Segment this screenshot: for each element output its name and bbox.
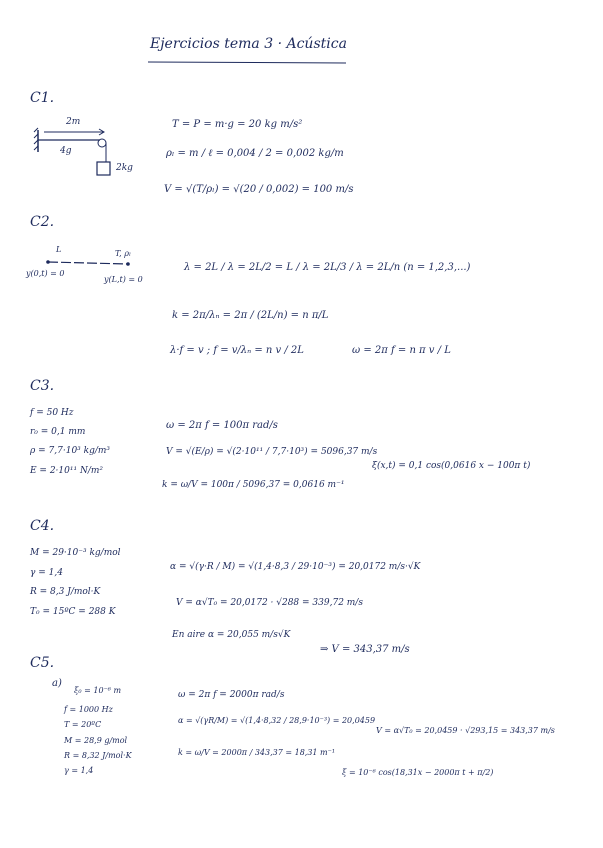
c4-data-gamma: γ = 1,4 xyxy=(30,568,63,578)
c3-equation-wavenumber: k = ω/V = 100π / 5096,37 = 0,0616 m⁻¹ xyxy=(162,480,345,490)
c3-equation-wave-function: ξ(x,t) = 0,1 cos(0,0616 x − 100π t) xyxy=(372,461,531,471)
section-c4-label: C4. xyxy=(30,518,55,534)
c4-equation-air-alpha: En aire α = 20,055 m/s√K xyxy=(172,630,291,640)
section-c5-label: C5. xyxy=(30,655,55,671)
c4-equation-velocity: V = α√T₀ = 20,0172 · √288 = 339,72 m/s xyxy=(176,598,363,608)
c5-equation-wavenumber: k = ω/V = 2000π / 343,37 = 18,31 m⁻¹ xyxy=(178,748,336,757)
c2-length-label: L xyxy=(56,245,62,254)
c2-left-boundary: y(0,t) = 0 xyxy=(26,269,65,278)
section-c1-label: C1. xyxy=(30,90,55,106)
section-c3-label: C3. xyxy=(30,378,55,394)
c2-tension-label: T, ρₗ xyxy=(115,249,131,258)
c5-equation-velocity: V = α√T₀ = 20,0459 · √293,15 = 343,37 m/s xyxy=(376,726,555,735)
c2-equation-wavenumber: k = 2π/λₙ = 2π / (2L/n) = n π/L xyxy=(172,310,329,321)
section-c2-label: C2. xyxy=(30,214,55,230)
c1-equation-tension: T = P = m·g = 20 kg m/s² xyxy=(172,119,303,130)
c5-equation-alpha: α = √(γR/M) = √(1,4·8,32 / 28,9·10⁻³) = 20,0459 xyxy=(178,716,376,725)
c1-mass-label: 2kg xyxy=(116,163,133,173)
c2-equation-wavelength: λ = 2L / λ = 2L/2 = L / λ = 2L/3 / λ = 2L/n (n = 1,2,3,...) xyxy=(184,262,471,273)
c3-data-frequency: f = 50 Hz xyxy=(30,408,74,418)
c5-part-a-label: a) xyxy=(52,678,62,689)
c5-data-amplitude: ξ₀ = 10⁻⁶ m xyxy=(74,686,122,695)
c4-equation-alpha: α = √(γ·R / M) = √(1,4·8,3 / 29·10⁻³) = 20,0172 m/s·√K xyxy=(170,562,421,572)
c2-equation-frequency: λ·f = v ; f = v/λₙ = n v / 2L xyxy=(170,345,304,356)
c1-equation-density: ρₗ = m / ℓ = 0,004 / 2 = 0,002 kg/m xyxy=(166,148,344,159)
c1-length-label: 2m xyxy=(66,117,81,127)
c4-data-gas-constant: R = 8,3 J/mol·K xyxy=(30,587,101,597)
c4-data-temperature: T₀ = 15ºC = 288 K xyxy=(30,607,116,617)
c5-data-frequency: f = 1000 Hz xyxy=(64,705,113,714)
c2-right-boundary: y(L,t) = 0 xyxy=(104,275,143,284)
c3-data-density: ρ = 7,7·10³ kg/m³ xyxy=(30,446,111,456)
c5-data-molar-mass: M = 28,9 g/mol xyxy=(64,736,128,745)
c3-equation-omega: ω = 2π f = 100π rad/s xyxy=(166,420,278,431)
c1-g-label: 4g xyxy=(60,146,72,156)
c5-data-gamma: γ = 1,4 xyxy=(64,766,94,775)
c4-data-molar-mass: M = 29·10⁻³ kg/mol xyxy=(30,548,121,558)
c3-data-young-modulus: E = 2·10¹¹ N/m² xyxy=(30,466,103,476)
c5-data-gas-constant: R = 8,32 J/mol·K xyxy=(64,751,132,760)
c4-equation-air-velocity: ⇒ V = 343,37 m/s xyxy=(320,644,410,655)
page-title: Ejercicios tema 3 · Acústica xyxy=(150,36,347,52)
c1-equation-velocity: V = √(T/ρₗ) = √(20 / 0,002) = 100 m/s xyxy=(164,184,354,195)
c2-equation-omega: ω = 2π f = n π v / L xyxy=(352,345,451,356)
c5-equation-wave-function: ξ = 10⁻⁶ cos(18,31x − 2000π t + π/2) xyxy=(342,768,494,777)
c3-data-amplitude: r₀ = 0,1 mm xyxy=(30,427,86,437)
c5-data-temperature: T = 20ºC xyxy=(64,720,102,729)
c3-equation-velocity: V = √(E/ρ) = √(2·10¹¹ / 7,7·10³) = 5096,37 m/s xyxy=(166,447,378,457)
c5-equation-omega: ω = 2π f = 2000π rad/s xyxy=(178,690,285,700)
